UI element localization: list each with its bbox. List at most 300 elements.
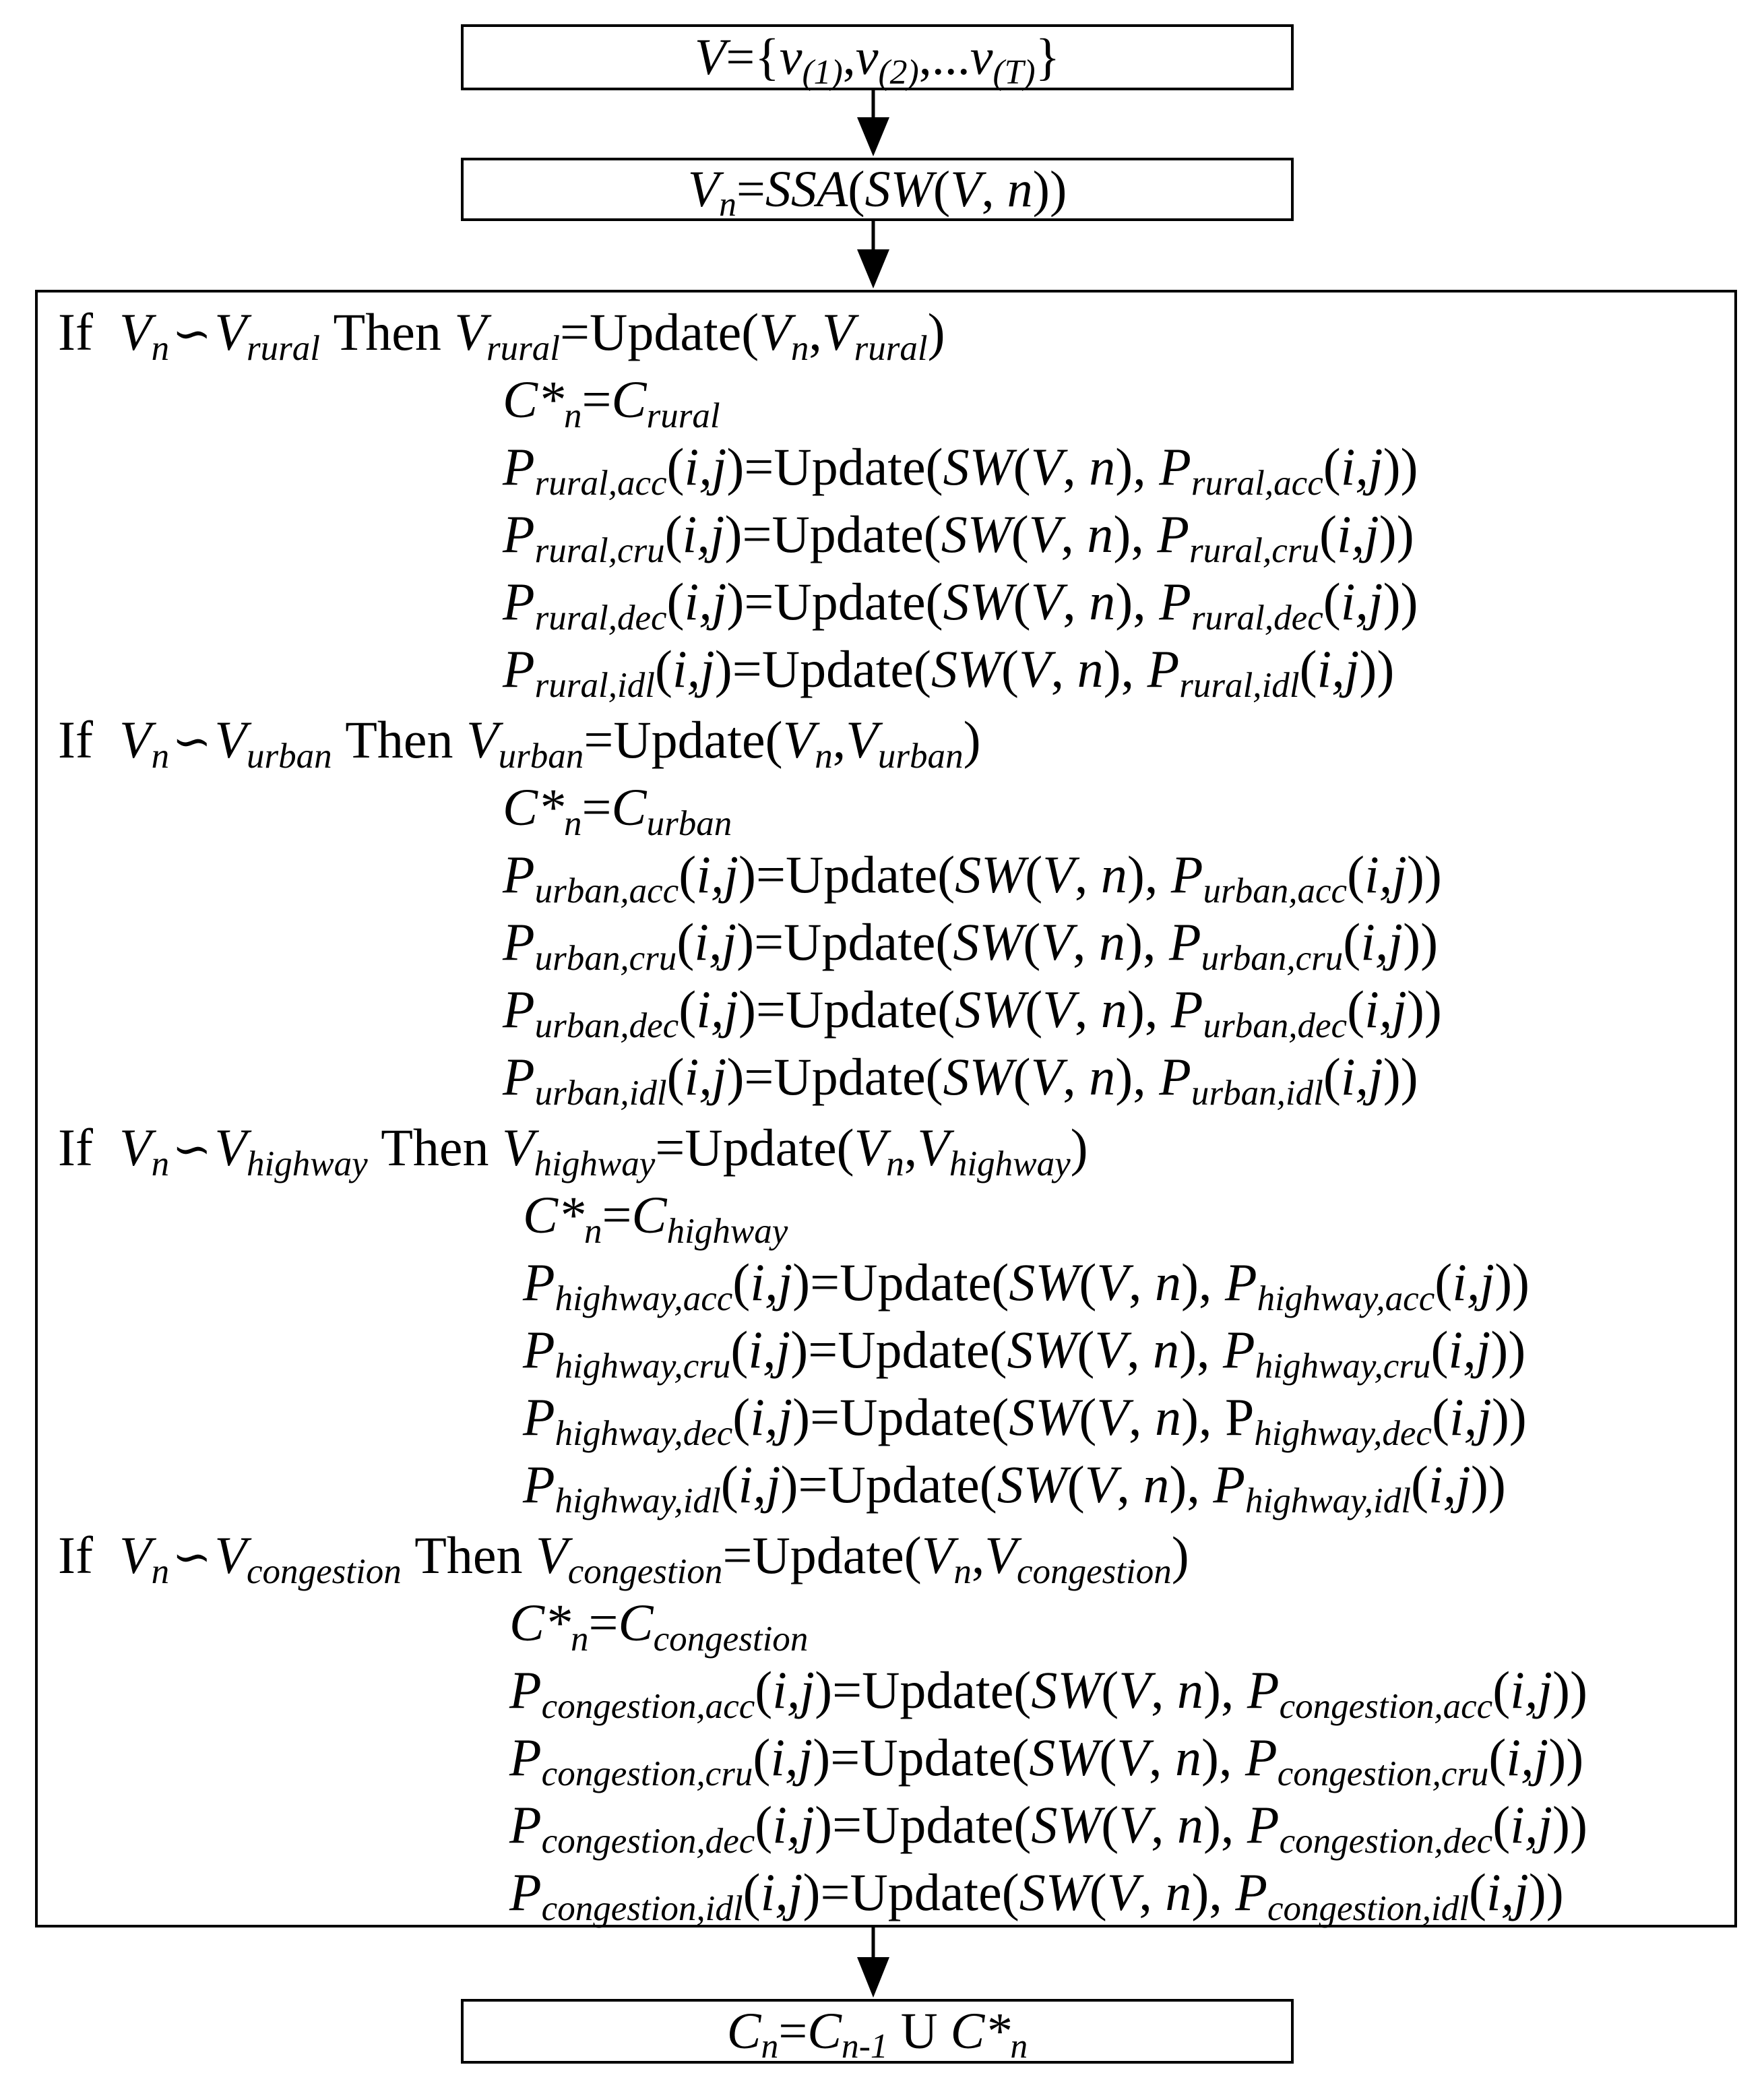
p-arg-sep: , (1133, 1047, 1160, 1106)
p-eq: = (832, 1661, 862, 1719)
cond-vn: V (119, 710, 152, 769)
cstar-sub: n (564, 396, 582, 435)
p-sw: SW (955, 845, 1026, 904)
output-prev: C (807, 2003, 842, 2060)
p-sw-v: V (1119, 1661, 1151, 1719)
p-update: Update (774, 572, 926, 631)
p-update: Update (838, 1320, 990, 1379)
p-rhs-ij: i,j (1364, 845, 1407, 904)
p-sw-n: n (1176, 1661, 1203, 1719)
p-sw: SW (997, 1455, 1067, 1514)
p-lhs-ij: i,j (772, 1795, 815, 1854)
p-update: Update (862, 1661, 1014, 1719)
p-sw: SW (1019, 1863, 1090, 1921)
cond-vclass: V (214, 1118, 247, 1177)
cstar-sub: n (584, 1211, 602, 1251)
input-sequence-box (461, 24, 1294, 90)
then-eq: = (560, 303, 590, 361)
prob-update-line-rural-3: Prural,idl(i,j)=Update(SW(V, n), Prural,idl(i,j)) (503, 640, 1395, 705)
p-update: Update (774, 1047, 926, 1106)
then-keyword: Then (381, 1118, 489, 1177)
p-sw-v: V (1116, 1728, 1149, 1787)
p-rhs-ij: i,j (1340, 437, 1383, 496)
p-sw-sep: , (1116, 1455, 1143, 1514)
then-eq: = (584, 710, 614, 769)
then-arg-vn-sub: n (953, 1551, 972, 1591)
p-rhs-sub: congestion,idl (1267, 1888, 1469, 1928)
p-rhs: P (1170, 845, 1203, 904)
arrowhead-main-to-output (857, 1957, 889, 1998)
cond-vclass: V (214, 1526, 247, 1584)
p-eq: = (744, 572, 774, 631)
p-lhs-ij: i,j (696, 845, 739, 904)
p-eq: = (756, 845, 786, 904)
p-rhs: P (1224, 1388, 1255, 1446)
p-sw-sep: , (1139, 1863, 1166, 1921)
input-dots: ,... (918, 29, 970, 86)
ssa-fn: SSA (765, 161, 848, 218)
p-rhs-ij: i,j (1340, 1047, 1383, 1106)
cstar-star: * (538, 370, 565, 429)
p-lhs: P (503, 640, 535, 698)
p-lhs-sub: rural,idl (534, 665, 655, 705)
cond-vn-sub: n (151, 1551, 170, 1591)
then-vclass-sub: rural (486, 328, 561, 368)
p-rhs-sub: urban,cru (1201, 938, 1344, 978)
output-cstar: C* (950, 2003, 1011, 2060)
p-rhs: P (1245, 1728, 1278, 1787)
p-update: Update (860, 1728, 1012, 1787)
prob-update-line-urban-0: Purban,acc(i,j)=Update(SW(V, n), Purban,acc(i,j)) (503, 845, 1442, 911)
p-sw-sep: , (1074, 980, 1101, 1039)
p-sw-sep: , (1150, 1795, 1177, 1854)
output-eq: = (778, 2003, 808, 2060)
p-sw: SW (1007, 1320, 1077, 1379)
p-arg-sep: , (1198, 1253, 1225, 1312)
p-lhs-ij: i,j (682, 505, 725, 563)
p-rhs-ij: i,j (1360, 913, 1404, 971)
p-rhs-ij: i,j (1448, 1320, 1491, 1379)
p-rhs-ij: i,j (1449, 1388, 1492, 1446)
if-keyword: If (58, 1526, 93, 1584)
p-sw: SW (955, 980, 1026, 1039)
then-vclass: V (501, 1118, 534, 1177)
p-rhs-sub: rural,idl (1179, 665, 1300, 705)
p-sw-n: n (1175, 1728, 1202, 1787)
prob-update-line-highway-2: Phighway,dec(i,j)=Update(SW(V, n), Phighway,dec(i,j)) (523, 1388, 1527, 1453)
p-rhs-ij: i,j (1510, 1661, 1553, 1719)
p-rhs-sub: congestion,cru (1277, 1754, 1489, 1793)
p-lhs: P (523, 1253, 555, 1312)
ssa-arg-v: V (950, 161, 982, 218)
ssa-eq: = (736, 161, 765, 218)
p-rhs: P (1247, 1661, 1280, 1719)
if-keyword: If (58, 1118, 93, 1177)
output-union: U (887, 2003, 951, 2060)
p-sw-n: n (1153, 1320, 1180, 1379)
p-rhs-ij: i,j (1428, 1455, 1471, 1514)
p-lhs-ij: i,j (684, 572, 727, 631)
cond-vclass-sub: rural (247, 328, 321, 368)
p-rhs-ij: i,j (1486, 1863, 1529, 1921)
cclass-sub: rural (646, 396, 720, 435)
p-arg-sep: , (1209, 1863, 1236, 1921)
then-vclass: V (454, 303, 486, 361)
similar-symbol: ∽ (172, 1121, 212, 1177)
p-eq: = (820, 1863, 850, 1921)
p-lhs-ij: i,j (672, 640, 715, 698)
then-arg-vclass-sub: highway (949, 1144, 1071, 1183)
arrowhead-input-to-ssa (857, 117, 889, 156)
cstar-star: * (538, 778, 565, 836)
p-lhs-ij: i,j (684, 437, 727, 496)
p-rhs: P (1159, 1047, 1191, 1106)
p-rhs-sub: highway,cru (1255, 1346, 1431, 1386)
p-arg-sep: , (1144, 845, 1171, 904)
p-lhs: P (509, 1863, 542, 1921)
cstar-eq: = (602, 1185, 632, 1244)
cond-vclass-sub: urban (247, 736, 332, 776)
output-cstar-sub: n (1010, 2027, 1028, 2066)
cstar-sub: n (564, 803, 582, 843)
p-rhs-sub: highway,acc (1257, 1278, 1435, 1318)
cond-vclass: V (214, 303, 247, 361)
then-keyword: Then (333, 303, 441, 361)
p-lhs: P (503, 913, 535, 971)
then-arg-vn: V (759, 303, 791, 361)
p-arg-sep: , (1187, 1455, 1214, 1514)
p-sw-v: V (1042, 845, 1075, 904)
p-lhs-sub: urban,dec (534, 1006, 679, 1045)
p-eq: = (832, 1795, 862, 1854)
arrowhead-ssa-to-main (857, 249, 889, 288)
p-rhs: P (1147, 640, 1180, 698)
p-sw-sep: , (1063, 572, 1090, 631)
then-update: Update (685, 1118, 837, 1177)
p-arg-sep: , (1133, 572, 1160, 631)
then-arg-vclass-sub: congestion (1017, 1551, 1172, 1591)
input-v2: v (855, 29, 879, 86)
ssa-arg-n: n (1007, 161, 1033, 218)
if-keyword: If (58, 710, 93, 769)
p-sw-sep: , (1127, 1320, 1154, 1379)
p-arg-sep: , (1198, 1388, 1225, 1446)
p-rhs-ij: i,j (1336, 505, 1379, 563)
output-prev-sub: n-1 (841, 2027, 888, 2066)
prob-update-line-urban-2: Purban,dec(i,j)=Update(SW(V, n), Purban,dec(i,j)) (503, 980, 1442, 1045)
p-rhs-ij: i,j (1364, 980, 1407, 1039)
cluster-line-rural (503, 370, 720, 435)
then-arg-vn-sub: n (886, 1144, 904, 1183)
ssa-formula (687, 161, 1067, 224)
then-arg-vn-sub: n (815, 736, 833, 776)
cond-vclass-sub: congestion (247, 1551, 402, 1591)
p-lhs-ij: i,j (770, 1728, 813, 1787)
prob-update-line-congestion-0: Pcongestion,acc(i,j)=Update(SW(V, n), Pcongestion,acc(i,j)) (509, 1661, 1587, 1726)
ssa-close: )) (1032, 161, 1067, 218)
p-sw-sep: , (1074, 845, 1101, 904)
p-sw-n: n (1089, 572, 1116, 631)
then-vclass-sub: congestion (567, 1551, 723, 1591)
ssa-args-open: ( (933, 161, 951, 218)
p-update: Update (774, 437, 926, 496)
input-v1: v (779, 29, 802, 86)
p-lhs: P (503, 980, 535, 1039)
then-update: Update (590, 303, 742, 361)
p-sw-v: V (1084, 1455, 1117, 1514)
p-rhs: P (1224, 1253, 1257, 1312)
classification-box (35, 290, 1737, 1927)
then-vclass: V (466, 710, 499, 769)
p-sw-sep: , (1063, 437, 1090, 496)
then-arg-vn: V (921, 1526, 954, 1584)
cclass-c: C (631, 1185, 667, 1244)
p-sw-v: V (1030, 1047, 1063, 1106)
then-arg-vclass: V (984, 1526, 1017, 1584)
input-vT: v (970, 29, 993, 86)
p-sw-sep: , (1063, 1047, 1090, 1106)
p-eq: = (798, 1455, 828, 1514)
p-sw: SW (1029, 1728, 1100, 1787)
p-update: Update (761, 640, 914, 698)
p-sw: SW (1009, 1388, 1079, 1446)
p-lhs: P (509, 1728, 542, 1787)
p-lhs: P (503, 505, 535, 563)
p-sw-sep: , (1150, 1661, 1177, 1719)
then-vclass: V (536, 1526, 568, 1584)
ssa-open: ( (848, 161, 865, 218)
p-update: Update (827, 1455, 980, 1514)
p-arg-sep: , (1219, 1728, 1246, 1787)
p-lhs-ij: i,j (694, 913, 737, 971)
p-lhs-ij: i,j (684, 1047, 727, 1106)
ssa-box (461, 158, 1294, 224)
p-arg-sep: , (1142, 913, 1169, 971)
p-sw-n: n (1089, 1047, 1116, 1106)
p-lhs-sub: urban,acc (534, 871, 679, 911)
p-eq: = (732, 640, 762, 698)
then-arg-vclass-sub: urban (877, 736, 964, 776)
p-rhs-sub: congestion,dec (1279, 1821, 1493, 1861)
cclass-c: C (611, 778, 647, 836)
p-lhs-sub: rural,acc (534, 463, 667, 503)
p-eq: = (744, 437, 774, 496)
prob-update-line-rural-1: Prural,cru(i,j)=Update(SW(V, n), Prural,cru(i,j)) (503, 505, 1414, 570)
cond-vclass-sub: highway (247, 1144, 368, 1183)
p-update: Update (850, 1863, 1002, 1921)
p-sw: SW (943, 572, 1013, 631)
input-close: } (1035, 29, 1061, 86)
then-eq: = (655, 1118, 685, 1177)
p-lhs-sub: urban,cru (534, 938, 677, 978)
p-lhs-ij: i,j (750, 1253, 793, 1312)
p-lhs-sub: urban,idl (534, 1073, 667, 1113)
p-rhs: P (1223, 1320, 1255, 1379)
p-lhs-sub: congestion,dec (541, 1821, 755, 1861)
p-sw: SW (931, 640, 1001, 698)
p-rhs: P (1170, 980, 1203, 1039)
p-sw-n: n (1176, 1795, 1203, 1854)
p-sw-n: n (1077, 640, 1104, 698)
p-rhs-sub: highway,dec (1254, 1413, 1432, 1453)
prob-update-line-highway-0: Phighway,acc(i,j)=Update(SW(V, n), Phighway,acc(i,j)) (523, 1253, 1530, 1318)
cstar-eq: = (581, 370, 612, 429)
p-rhs-ij: i,j (1317, 640, 1360, 698)
input-comma: , (842, 29, 856, 86)
p-lhs-sub: highway,idl (555, 1481, 721, 1520)
p-rhs: P (1213, 1455, 1245, 1514)
ssa-argsep: , (981, 161, 1007, 218)
p-sw-n: n (1154, 1388, 1181, 1446)
prob-update-line-congestion-2: Pcongestion,dec(i,j)=Update(SW(V, n), Pcongestion,dec(i,j)) (509, 1795, 1587, 1861)
p-rhs-ij: i,j (1510, 1795, 1553, 1854)
then-update: Update (613, 710, 765, 769)
p-sw-v: V (1030, 572, 1063, 631)
p-lhs-ij: i,j (760, 1863, 803, 1921)
condition-line-congestion: If Vn∽Vcongestion Then Vcongestion=Update(Vn,Vcongestion) (58, 1526, 1189, 1591)
p-rhs-sub: highway,idl (1245, 1481, 1412, 1520)
cluster-line-highway (523, 1185, 788, 1251)
p-sw-sep: , (1072, 913, 1099, 971)
p-sw-sep: , (1061, 505, 1088, 563)
then-arg-vclass: V (917, 1118, 949, 1177)
cluster-line-urban (503, 778, 732, 843)
p-eq: = (744, 1047, 774, 1106)
p-lhs: P (523, 1388, 555, 1446)
p-update: Update (862, 1795, 1014, 1854)
cond-vn-sub: n (151, 1144, 170, 1183)
p-sw-sep: , (1128, 1253, 1155, 1312)
p-sw: SW (1031, 1661, 1102, 1719)
prob-update-line-congestion-1: Pcongestion,cru(i,j)=Update(SW(V, n), Pcongestion,cru(i,j)) (509, 1728, 1584, 1793)
p-eq: = (754, 913, 784, 971)
then-comma: , (971, 1526, 985, 1584)
similar-symbol: ∽ (172, 1529, 212, 1584)
p-sw-n: n (1100, 845, 1127, 904)
cond-vclass: V (214, 710, 247, 769)
p-rhs-sub: rural,acc (1191, 463, 1323, 503)
p-rhs: P (1159, 572, 1191, 631)
if-keyword: If (58, 303, 93, 361)
p-lhs: P (523, 1320, 555, 1379)
then-keyword: Then (345, 710, 453, 769)
p-sw-n: n (1165, 1863, 1192, 1921)
p-eq: = (808, 1320, 838, 1379)
cclass-c: C (618, 1593, 654, 1652)
p-lhs-ij: i,j (772, 1661, 815, 1719)
p-lhs-ij: i,j (748, 1320, 791, 1379)
input-formula (694, 29, 1061, 92)
p-lhs-sub: congestion,idl (541, 1888, 743, 1928)
input-lhs: V (694, 29, 726, 86)
p-update: Update (784, 913, 936, 971)
p-rhs-ij: i,j (1340, 572, 1383, 631)
p-sw: SW (943, 1047, 1013, 1106)
then-arg-vclass: V (846, 710, 878, 769)
p-lhs: P (523, 1455, 555, 1514)
then-eq: = (722, 1526, 753, 1584)
p-sw-n: n (1154, 1253, 1181, 1312)
p-sw-n: n (1087, 505, 1114, 563)
cluster-line-congestion (509, 1593, 809, 1659)
p-sw-n: n (1098, 913, 1125, 971)
p-arg-sep: , (1220, 1661, 1247, 1719)
p-rhs-sub: rural,dec (1191, 598, 1323, 638)
p-sw-v: V (1030, 437, 1063, 496)
cstar-sub: n (571, 1619, 589, 1659)
p-sw-v: V (1096, 1253, 1129, 1312)
p-sw-sep: , (1128, 1388, 1155, 1446)
p-rhs-sub: urban,dec (1203, 1006, 1348, 1045)
output-lhs: C (726, 2003, 761, 2060)
output-formula (726, 2003, 1028, 2066)
p-sw-v: V (1028, 505, 1061, 563)
p-update: Update (840, 1388, 992, 1446)
input-s2: (2) (878, 53, 919, 92)
p-lhs-sub: highway,dec (555, 1413, 733, 1453)
p-rhs-ij: i,j (1452, 1253, 1495, 1312)
cstar-c: C (509, 1593, 545, 1652)
p-sw-n: n (1100, 980, 1127, 1039)
p-rhs: P (1235, 1863, 1267, 1921)
p-sw-v: V (1042, 980, 1075, 1039)
prob-update-line-urban-3: Purban,idl(i,j)=Update(SW(V, n), Purban,idl(i,j)) (503, 1047, 1418, 1113)
prob-update-line-rural-2: Prural,dec(i,j)=Update(SW(V, n), Prural,dec(i,j)) (503, 572, 1418, 638)
p-lhs-sub: highway,cru (555, 1346, 731, 1386)
p-update: Update (786, 980, 938, 1039)
similar-symbol: ∽ (172, 714, 212, 769)
then-vclass-sub: urban (498, 736, 584, 776)
cstar-c: C (503, 778, 538, 836)
p-sw: SW (1009, 1253, 1079, 1312)
then-arg-vn-sub: n (790, 328, 809, 368)
prob-update-line-urban-1: Purban,cru(i,j)=Update(SW(V, n), Purban,cru(i,j)) (503, 913, 1439, 978)
p-lhs: P (503, 1047, 535, 1106)
then-arg-vclass-sub: rural (854, 328, 928, 368)
p-arg-sep: , (1131, 505, 1158, 563)
p-sw-n: n (1143, 1455, 1170, 1514)
p-sw-sep: , (1149, 1728, 1176, 1787)
p-rhs-sub: congestion,acc (1279, 1686, 1493, 1726)
p-sw-v: V (1096, 1388, 1129, 1446)
p-rhs-sub: rural,cru (1189, 530, 1319, 570)
p-lhs: P (503, 845, 535, 904)
p-rhs-sub: urban,acc (1203, 871, 1348, 911)
p-rhs: P (1247, 1795, 1280, 1854)
prob-update-line-highway-3: Phighway,idl(i,j)=Update(SW(V, n), Phighway,idl(i,j)) (523, 1455, 1506, 1520)
then-keyword: Then (414, 1526, 523, 1584)
ssa-lhs-sub: n (719, 185, 736, 224)
cclass-sub: urban (646, 803, 732, 843)
then-arg-vn: V (782, 710, 815, 769)
p-eq: = (830, 1728, 860, 1787)
cstar-c: C (503, 370, 538, 429)
input-eq: ={ (726, 29, 780, 86)
prob-update-line-rural-0: Prural,acc(i,j)=Update(SW(V, n), Prural,acc(i,j)) (503, 437, 1418, 503)
cstar-star: * (544, 1593, 571, 1652)
p-eq: = (742, 505, 772, 563)
p-rhs: P (1159, 437, 1191, 496)
p-lhs: P (509, 1795, 542, 1854)
output-box (461, 1999, 1294, 2064)
p-arg-sep: , (1197, 1320, 1224, 1379)
output-lhs-sub: n (761, 2027, 779, 2066)
input-s1: (1) (802, 53, 843, 92)
p-arg-sep: , (1133, 437, 1160, 496)
ssa-lhs: V (687, 161, 720, 218)
cstar-star: * (558, 1185, 585, 1244)
then-arg-vclass: V (821, 303, 854, 361)
